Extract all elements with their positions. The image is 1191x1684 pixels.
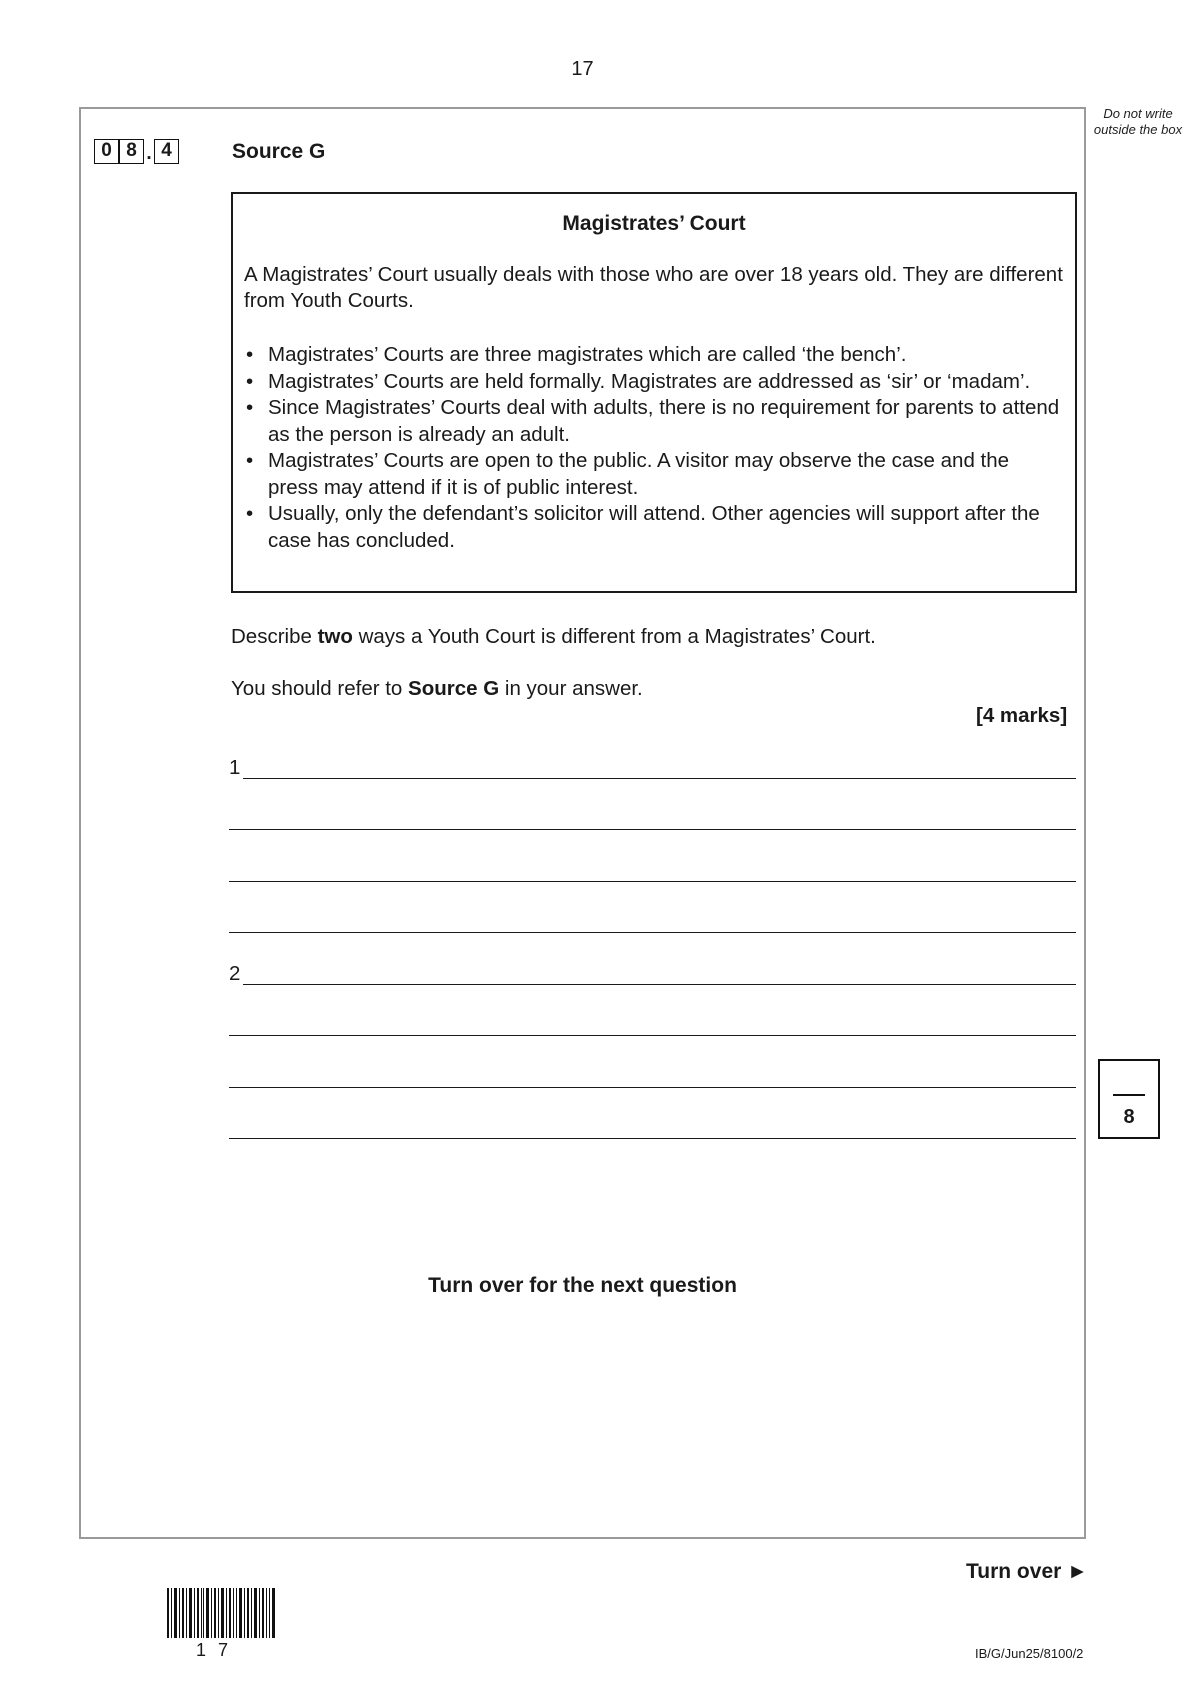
- reference-code: IB/G/Jun25/8100/2: [975, 1646, 1084, 1661]
- source-bullet: • Since Magistrates’ Courts deal with adults, there is no requirement for parents to attend as the person is already an adult.: [244, 395, 1064, 448]
- source-bullet: • Magistrates’ Courts are held formally. Magistrates are addressed as ‘sir’ or ‘madam’.: [244, 369, 1064, 396]
- answer-line[interactable]: [243, 778, 1076, 779]
- answer-line[interactable]: [243, 984, 1076, 985]
- source-box: [231, 192, 1077, 593]
- barcode-icon: [167, 1588, 277, 1638]
- answer-label-1: 1: [229, 756, 241, 779]
- prompt-text: ways a Youth Court is different from a Magistrates’ Court.: [352, 625, 876, 648]
- score-box: [1098, 1059, 1160, 1139]
- question-digit: 0: [94, 139, 119, 164]
- source-heading: Magistrates’ Court: [562, 212, 746, 235]
- question-number: [94, 138, 179, 164]
- answer-line[interactable]: [229, 932, 1076, 933]
- prompt-text: Describe: [231, 625, 318, 648]
- question-prompt: [231, 625, 876, 649]
- refer-instruction: [231, 677, 643, 701]
- source-intro: A Magistrates’ Court usually deals with those who are over 18 years old. They are different from Youth Courts.: [244, 263, 1063, 312]
- score-blank: [1113, 1094, 1145, 1096]
- barcode-number: 17: [196, 1640, 241, 1660]
- source-title: Source G: [232, 140, 326, 163]
- answer-line[interactable]: [229, 881, 1076, 882]
- source-bullets: [244, 342, 1064, 554]
- turn-over: Turn over ►: [966, 1560, 1088, 1583]
- answer-line[interactable]: [229, 1138, 1076, 1139]
- answer-label-2: 2: [229, 962, 241, 985]
- prompt-emphasis: two: [317, 625, 353, 648]
- source-bullet: • Magistrates’ Courts are open to the public. A visitor may observe the case and the press may attend if it is of public interest.: [244, 448, 1064, 501]
- refer-text: You should refer to: [231, 677, 409, 700]
- question-digit: 8: [119, 139, 144, 164]
- source-bullet: • Usually, only the defendant’s solicitor will attend. Other agencies will support after the case has concluded.: [244, 501, 1064, 554]
- page-number: 17: [571, 58, 594, 80]
- answer-line[interactable]: [229, 1035, 1076, 1036]
- refer-text: in your answer.: [499, 677, 643, 700]
- marks-label: [4 marks]: [976, 704, 1068, 727]
- answer-line[interactable]: [229, 829, 1076, 830]
- question-digit: 4: [154, 139, 179, 164]
- source-bullet: • Magistrates’ Courts are three magistrates which are called ‘the bench’.: [244, 342, 1064, 369]
- question-separator: .: [146, 143, 152, 164]
- refer-emphasis: Source G: [408, 677, 500, 700]
- margin-note: Do not write outside the box: [1093, 106, 1183, 137]
- turn-over-next: Turn over for the next question: [428, 1274, 737, 1297]
- answer-line[interactable]: [229, 1087, 1076, 1088]
- score-total: 8: [1123, 1106, 1135, 1128]
